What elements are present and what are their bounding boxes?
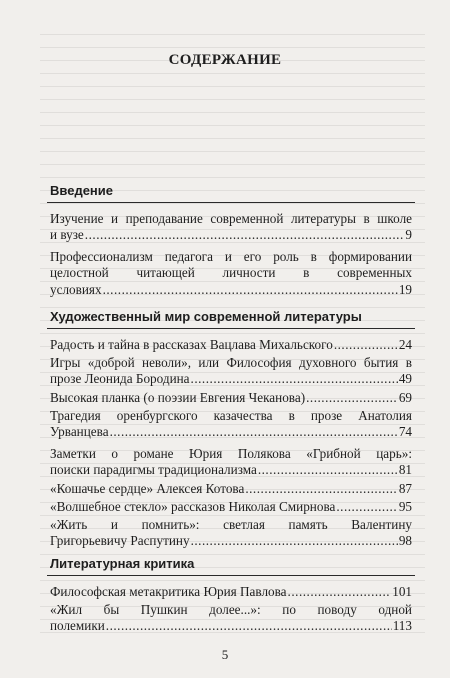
toc-entry-line: Изучение и преподавание современной литературы в школе [50,211,412,226]
toc-page-number: 49 [398,371,412,387]
toc-page-number: 95 [398,499,412,514]
toc-page-number: 9 [405,227,412,243]
toc-entry [50,355,412,388]
toc-entry [50,517,412,550]
toc-page-number: 81 [398,462,412,478]
dot-leader [245,481,397,497]
toc-entry-leader-line [50,618,412,634]
dot-leader [110,424,398,440]
toc-entry-leader-line [50,390,412,406]
toc-entry-line: Урванцева [50,424,109,440]
page-number: 5 [221,647,229,662]
toc-entry-leader-line [50,462,412,478]
toc-entry [50,390,412,406]
section-heading-art-world: Художественный мир современной литературы [50,309,362,324]
toc-entry-line: и вузе [50,227,84,243]
toc-entry-leader-line [50,424,412,440]
toc-page-number: 19 [398,281,412,297]
toc-entry-leader-line [50,371,412,387]
toc-entry-line: Радость и тайна в рассказах Вацлава Михальского [50,337,333,352]
toc-entry-line: Профессионализм педагога и его роль в формировании [50,249,412,264]
toc-entry-leader-line [50,282,412,298]
toc-entry-leader-line [50,481,412,497]
section-heading-criticism: Литературная критика [50,556,195,571]
toc-entry-leader-line [50,584,412,600]
toc-entry-line: полемики [50,618,105,634]
section-heading-intro: Введение [50,183,113,198]
toc-entry-leader-line [50,337,412,353]
toc-entry-line: Философская метакритика Юрия Павлова [50,584,287,599]
toc-entry-leader-line [50,227,412,243]
section-rule [47,202,415,203]
toc-page-number: 87 [398,481,412,496]
dot-leader [106,618,392,634]
dot-leader [103,282,398,298]
dot-leader [336,499,397,515]
toc-entry-line: прозе Леонида Бородина [50,371,190,387]
dot-leader [85,227,405,243]
toc-entry [50,446,412,479]
toc-page-number: 24 [398,337,412,352]
toc-entry [50,337,412,353]
toc-entry-line: Игры «доброй неволи», или Философия духовного бытия в [50,355,412,370]
toc-page-number: 113 [392,618,412,634]
toc-entry [50,481,412,497]
toc-entry-line: «Кошачье сердце» Алексея Котова [50,481,245,496]
toc-entry-line: Заметки о романе Юрия Полякова «Грибной царь»: [50,446,412,461]
toc-entry-line: целостной читающей личности в современных [50,265,412,281]
toc-entry-leader-line [50,499,412,515]
toc-entry [50,249,412,298]
toc-entry-line: Высокая планка (о поэзии Евгения Чеканова) [50,390,306,405]
toc-page-number: 101 [392,584,412,599]
dot-leader [306,390,398,406]
dot-leader [191,533,398,549]
toc-entry-line: «Жил бы Пушкин долее...»: по поводу одной [50,602,412,617]
dot-leader [288,584,392,600]
toc-page-number: 98 [398,533,412,549]
dot-leader [258,462,398,478]
dot-leader [334,337,398,353]
toc-entry-leader-line [50,533,412,549]
toc-entry [50,584,412,600]
section-rule [47,328,415,329]
page-title: СОДЕРЖАНИЕ [168,52,282,68]
toc-entry-line: «Жить и помнить»: светлая память Валентину [50,517,412,532]
toc-entry-line: поиски парадигмы традиционализма [50,462,257,478]
toc-entry-line: Григорьевичу Распутину [50,533,190,549]
toc-entry [50,602,412,635]
dot-leader [191,371,398,387]
toc-page-number: 69 [398,390,412,405]
section-rule [47,575,415,576]
toc-entry-line: Трагедия оренбургского казачества в прозе Анатолия [50,408,412,423]
toc-entry [50,408,412,441]
toc-entry [50,499,412,515]
toc-entry [50,211,412,244]
toc-entry-line: «Волшебное стекло» рассказов Николая Смирнова [50,499,336,514]
toc-page-number: 74 [398,424,412,440]
toc-entry-line: условиях [50,281,102,297]
